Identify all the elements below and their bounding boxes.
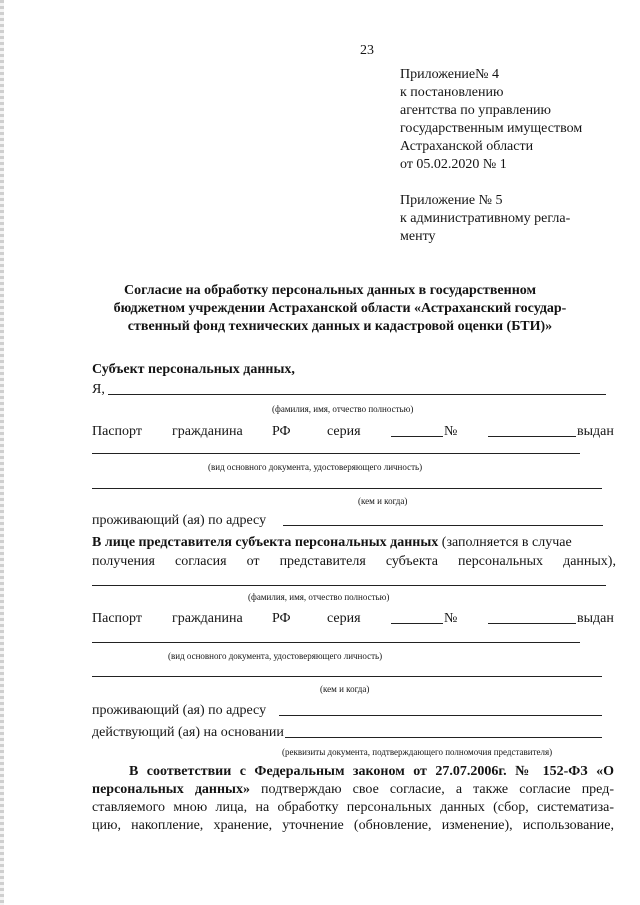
passport-word: Паспорт [92, 611, 142, 626]
word: согласия [175, 554, 227, 569]
basis-label: действующий (ая) на основании [92, 725, 284, 740]
rep-fio-input-line[interactable] [92, 585, 606, 586]
consent-law-name: персональных данных» [92, 782, 250, 797]
representative-bold: В лице представителя субъекта персональных данных [92, 535, 439, 550]
number-sign: № [444, 611, 458, 626]
consent-line-1: В соответствии с Федеральным законом от 27.07.2006г. № 152-ФЗ «О [129, 764, 614, 779]
rep-fio-caption: (фамилия, имя, отчество полностью) [248, 592, 390, 602]
page-number: 23 [360, 43, 374, 58]
issued-word: выдан [577, 424, 614, 439]
address-label: проживающий (ая) по адресу [92, 513, 267, 528]
appendix-4-line: агентства по управлению [400, 103, 552, 118]
appendix-4-line: от 05.02.2020 № 1 [400, 157, 507, 172]
citizen-word: гражданина [172, 424, 243, 439]
rep-address-label: проживающий (ая) по адресу [92, 703, 267, 718]
title-line: ственный фонд технических данных и кадастровой оценки (БТИ)» [127, 319, 553, 334]
series-word: серия [327, 611, 361, 626]
appendix-5-line: Приложение № 5 [400, 193, 503, 208]
word: получения [92, 554, 155, 569]
appendix-4-line: Астраханской области [400, 139, 534, 154]
representative-note: (заполняется в случае [438, 535, 572, 550]
rf-word: РФ [272, 611, 291, 626]
doc-caption: (вид основного документа, удостоверяющего личность) [208, 462, 423, 472]
consent-line-4: цию, накопление, хранение, уточнение (обновление, изменение), использование, [92, 818, 614, 833]
number-input-line[interactable] [488, 436, 576, 437]
issued-input-line[interactable] [92, 488, 602, 489]
rf-word: РФ [272, 424, 291, 439]
appendix-4-line: к постановлению [400, 85, 504, 100]
consent-line-3: ставляемого мною лица, на обработку персональных данных (сбор, систематиза- [92, 800, 614, 815]
rep-address-input-line[interactable] [279, 715, 602, 716]
consent-confirm-text: подтверждаю свое согласие, а также согласие пред- [249, 782, 614, 797]
rep-doc-input-line[interactable] [92, 642, 580, 643]
word: представителя [279, 554, 366, 569]
issued-word: выдан [577, 611, 614, 626]
appendix-5-line: менту [400, 229, 436, 244]
citizen-word: гражданина [172, 611, 243, 626]
address-input-line[interactable] [283, 525, 603, 526]
word: субъекта [385, 554, 439, 569]
representative-heading [92, 534, 572, 551]
basis-input-line[interactable] [285, 737, 602, 738]
word: от [246, 554, 260, 569]
appendix-4-line: Приложение№ 4 [400, 67, 499, 82]
i-label: Я, [92, 382, 105, 397]
fio-caption: (фамилия, имя, отчество полностью) [272, 404, 414, 414]
series-word: серия [327, 424, 361, 439]
title-line: Согласие на обработку персональных данных в государственном [123, 283, 537, 298]
series-input-line[interactable] [391, 436, 443, 437]
rep-issued-caption: (кем и когда) [320, 684, 370, 694]
rep-number-input-line[interactable] [488, 623, 576, 624]
word: персональных [458, 554, 544, 569]
appendix-4-line: государственным имуществом [400, 121, 583, 136]
passport-word: Паспорт [92, 424, 142, 439]
title-line: бюджетном учреждении Астраханской области «Астраханский государ- [113, 301, 567, 316]
rep-series-input-line[interactable] [391, 623, 443, 624]
word: данных), [563, 554, 616, 569]
subject-heading: Субъект персональных данных, [92, 362, 295, 377]
basis-caption: (реквизиты документа, подтверждающего полномочия представителя) [282, 747, 553, 757]
number-sign: № [444, 424, 458, 439]
fio-input-line[interactable] [108, 394, 606, 395]
appendix-5-line: к административному регла- [400, 211, 571, 226]
scan-edge [0, 0, 4, 905]
representative-line2 [92, 553, 616, 570]
consent-line-2 [92, 781, 614, 798]
rep-doc-caption: (вид основного документа, удостоверяющего личность) [168, 651, 383, 661]
rep-issued-input-line[interactable] [92, 676, 602, 677]
issued-caption: (кем и когда) [358, 496, 408, 506]
doc-input-line[interactable] [92, 453, 580, 454]
